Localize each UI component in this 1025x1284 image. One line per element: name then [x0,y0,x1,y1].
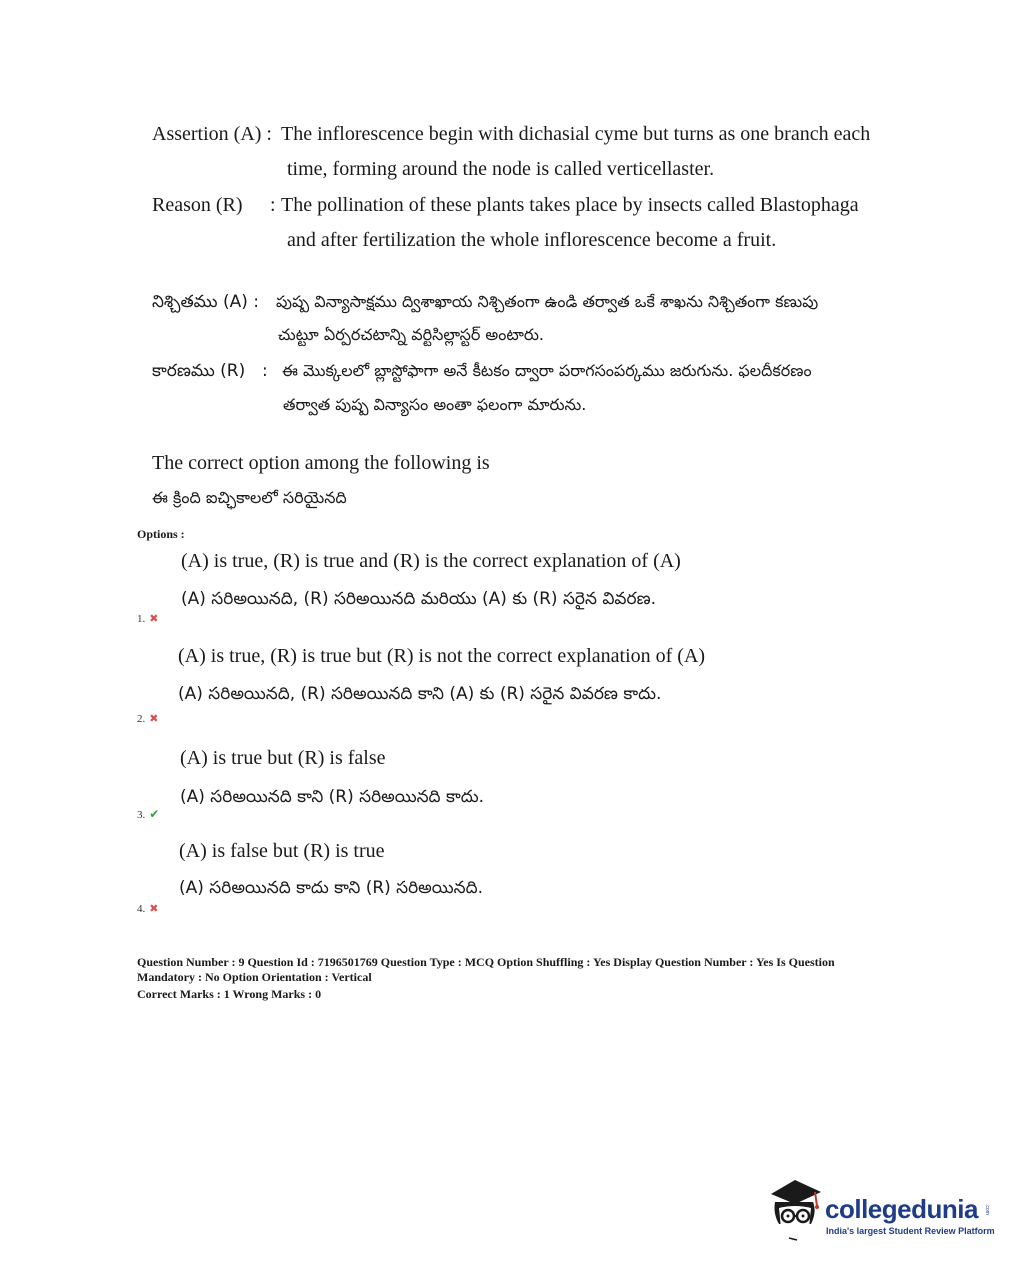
assertion-label: Assertion (A) : [152,123,272,145]
prompt-telugu: ఈ క్రింది ఐచ్ఛికాలలో సరియైనది [152,488,347,507]
option-3-number-row [137,805,159,823]
logo-wordmark: collegedunia [825,1194,978,1224]
reason-colon: : [270,194,276,216]
te-reason-colon: : [262,361,268,381]
assertion-line-2: time, forming around the node is called verticellaster. [287,158,715,180]
option-3-number: 3. [137,809,146,821]
reason-label: Reason (R) [152,194,243,216]
student-mascot-icon [765,1178,825,1248]
option-2-english[interactable]: (A) is true, (R) is true but (R) is not the correct explanation of (A) [178,645,706,667]
options-label: Options : [137,527,185,541]
prompt-english: The correct option among the following is [152,452,490,474]
te-assertion-label: నిశ్చితము (A) : [152,292,259,312]
te-reason-label: కారణము (R) [152,361,246,381]
option-1-number: 1. [137,613,146,625]
te-assertion-line-1: పుష్ప విన్యాసాక్షము ద్విశాఖాయ నిశ్చితంగా ఉండి తర్వాత ఒకే శాఖను నిశ్చితంగా కణుపు [276,292,819,311]
te-reason-line-2: తర్వాత పుష్ప విన్యాసం అంతా ఫలంగా మారును. [283,395,587,414]
wrong-mark-icon: ✖ [149,712,159,725]
option-4-number-row [137,899,158,917]
correct-check-icon: ✔ [149,807,160,821]
reason-line-1: The pollination of these plants takes place by insects called Blastophaga [281,194,859,216]
option-1-telugu[interactable]: (A) సరిఅయినది, (R) సరిఅయినది మరియు (A) కు (R) సరైన వివరణ. [181,589,657,609]
wrong-mark-icon: ✖ [149,902,159,915]
te-reason-line-1: ఈ మొక్కలలో బ్లాస్టోఫాగా అనే కీటకం ద్వారా పరాగసంపర్కము జరుగును. ఫలదీకరణం [282,361,812,380]
option-4-number: 4. [137,903,146,915]
option-4-english[interactable]: (A) is false but (R) is true [179,840,385,862]
option-2-telugu[interactable]: (A) సరిఅయినది, (R) సరిఅయినది కాని (A) కు (R) సరైన వివరణ కాదు. [178,684,662,704]
option-2-number-row [137,709,158,727]
option-1-number-row [137,609,158,627]
option-3-english[interactable]: (A) is true but (R) is false [180,747,386,769]
logo-tagline: India's largest Student Review Platform [826,1226,995,1236]
te-assertion-line-2: చుట్టూ ఏర్పరచటాన్ని వర్టిసిల్లాస్టర్ అంటారు. [278,325,544,344]
option-3-telugu[interactable]: (A) సరిఅయినది కాని (R) సరిఅయినది కాదు. [180,787,484,807]
option-4-telugu[interactable]: (A) సరిఅయినది కాదు కాని (R) సరిఅయినది. [179,878,483,898]
assertion-line-1: The inflorescence begin with dichasial cyme but turns as one branch each [281,123,871,145]
logo-domain: .com [984,1204,990,1215]
option-1-english[interactable]: (A) is true, (R) is true and (R) is the correct explanation of (A) [181,550,681,572]
question-meta-line-2: Mandatory : No Option Orientation : Vertical [137,970,372,984]
option-2-number: 2. [137,713,146,725]
collegedunia-logo [765,1178,995,1248]
wrong-mark-icon: ✖ [149,612,159,625]
question-meta-line-3: Correct Marks : 1 Wrong Marks : 0 [137,987,322,1001]
reason-line-2: and after fertilization the whole inflorescence become a fruit. [287,229,777,251]
question-meta-line-1: Question Number : 9 Question Id : 7196501769 Question Type : MCQ Option Shuffling : Yes Display Question Number : Yes Is Question [137,955,835,969]
